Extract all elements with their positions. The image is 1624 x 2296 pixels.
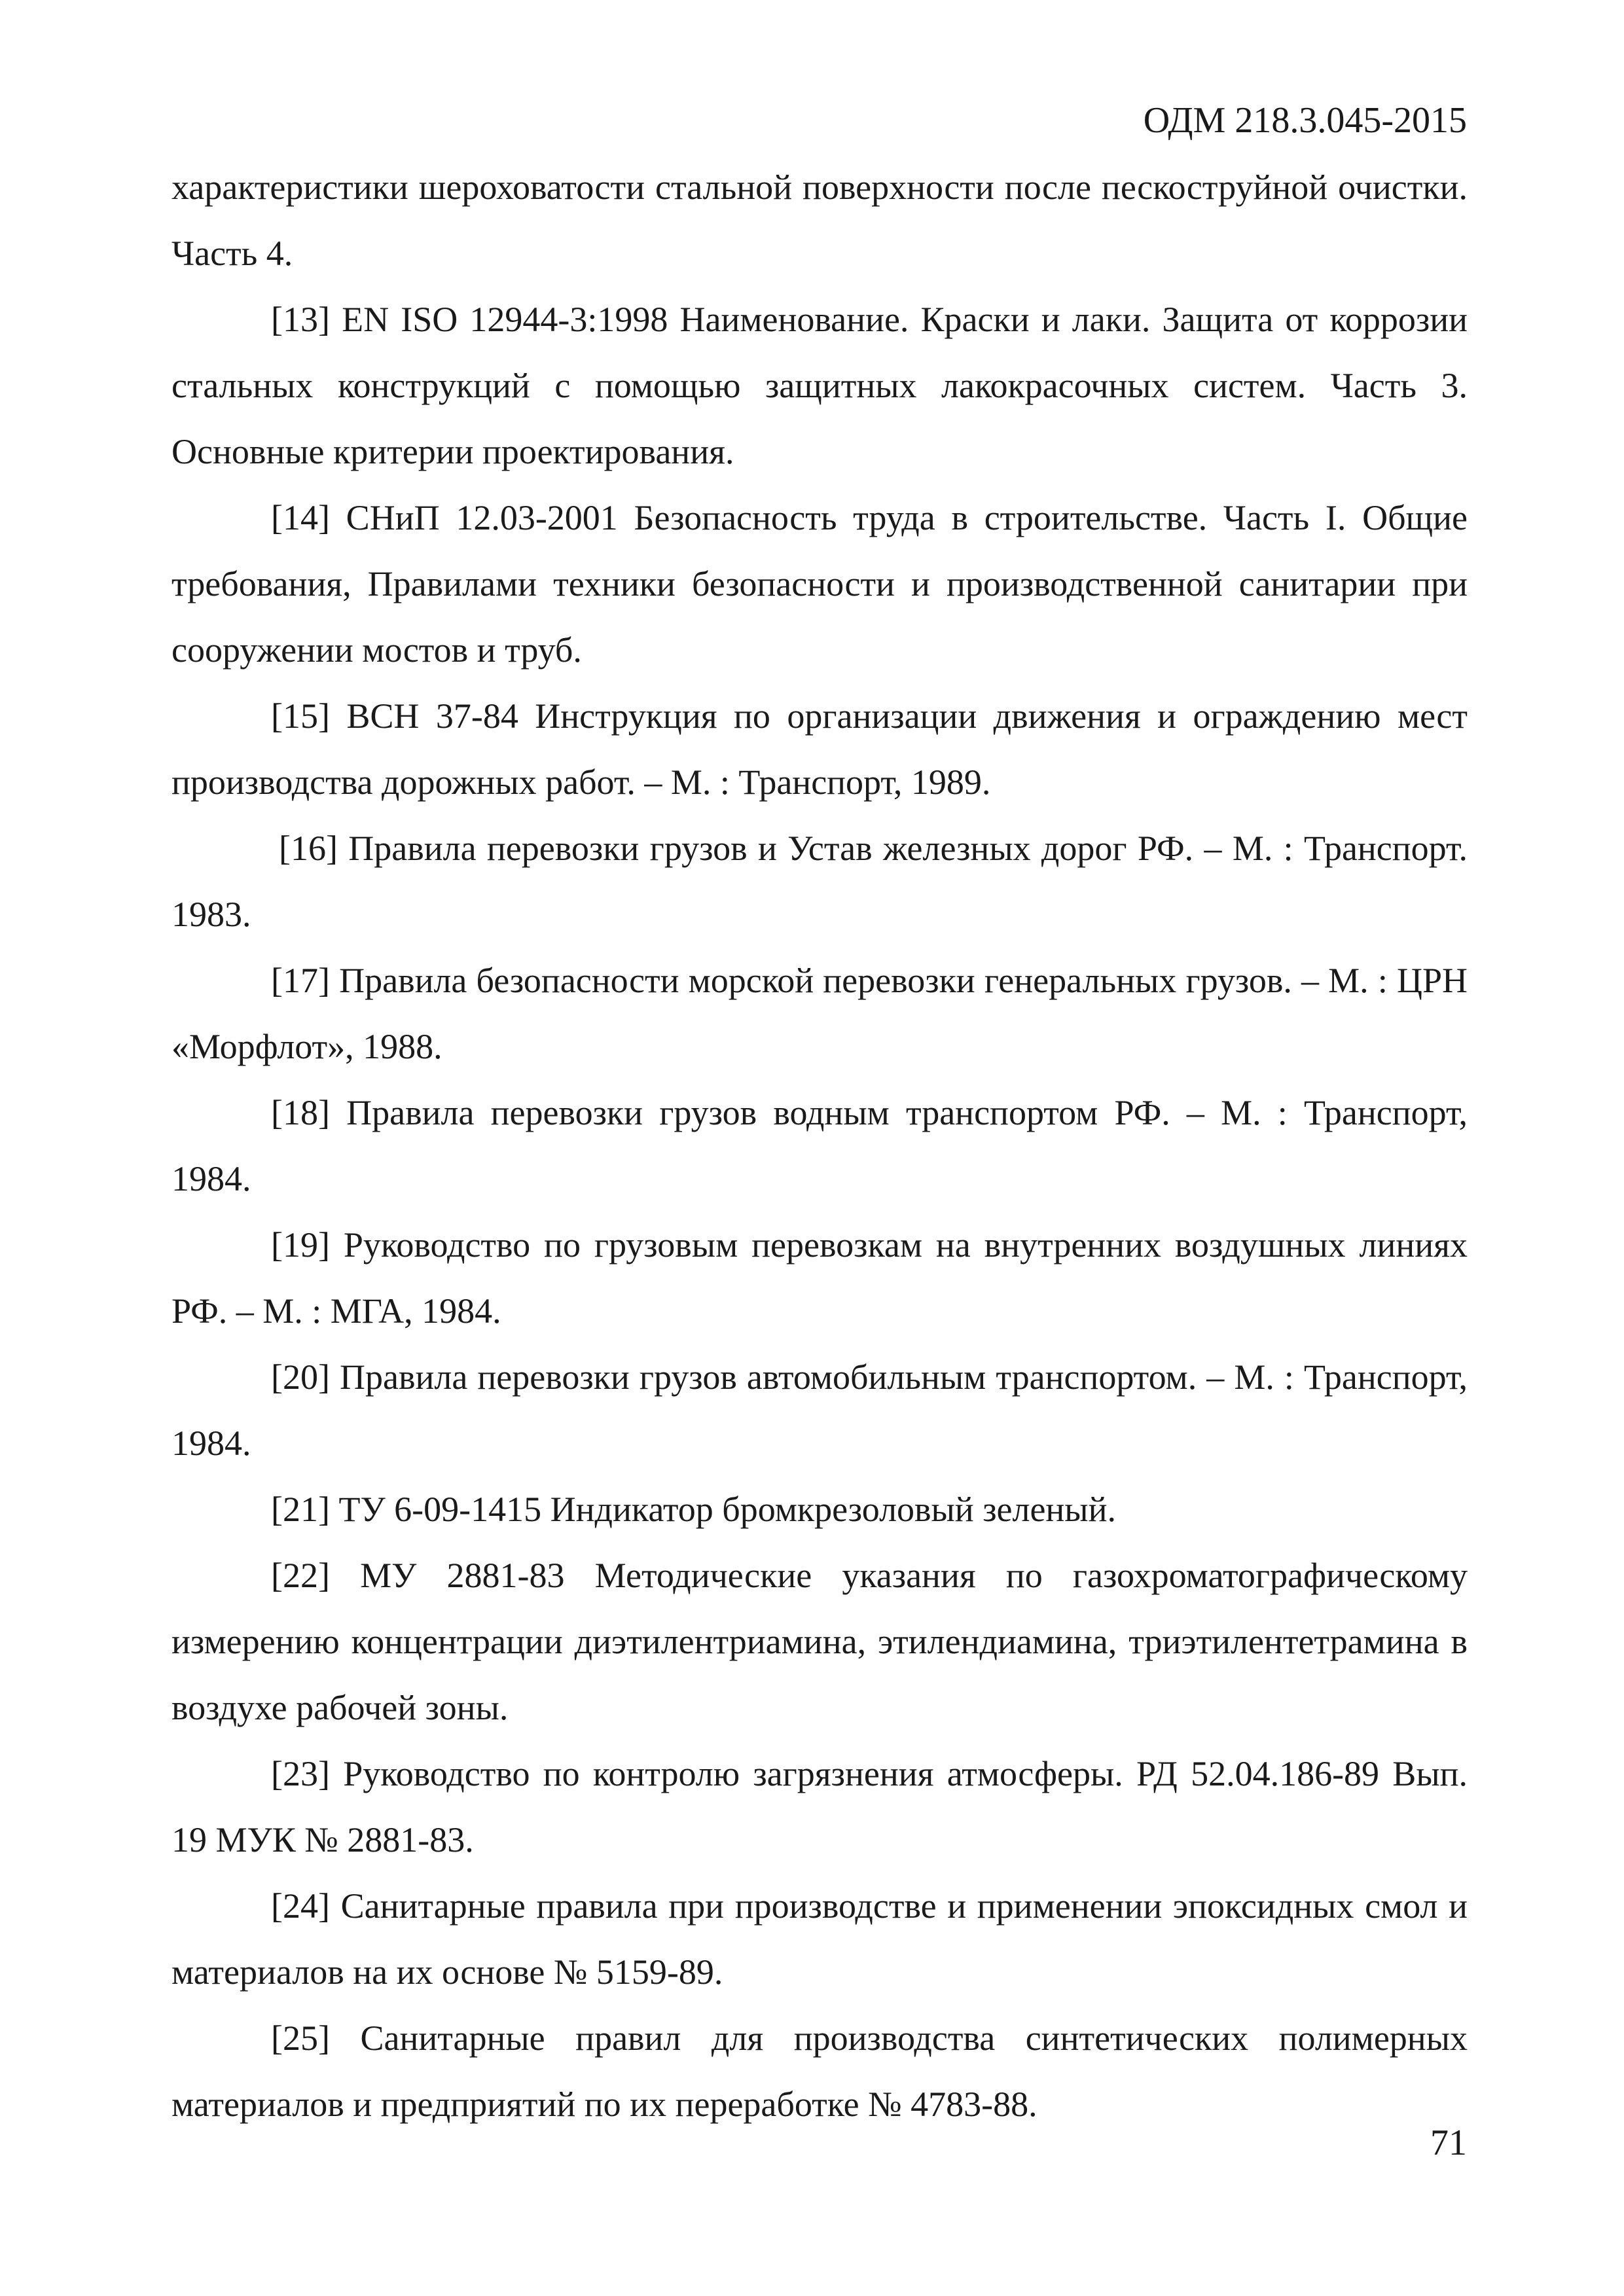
references-list	[171, 154, 1468, 2138]
reference-continuation: характеристики шероховатости стальной поверхности после пескоструйной очистки. Часть 4.	[171, 168, 1468, 273]
reference-18: [18] Правила перевозки грузов водным транспортом РФ. – М. : Транспорт, 1984.	[171, 1093, 1468, 1198]
reference-21: [21] ТУ 6-09-1415 Индикатор бромкрезоловый зеленый.	[271, 1490, 1116, 1529]
reference-16: [16] Правила перевозки грузов и Устав железных дорог РФ. – М. : Транспорт. 1983.	[171, 829, 1468, 934]
reference-24: [24] Санитарные правила при производстве и применении эпоксидных смол и материалов на их основе № 5159-89.	[171, 1886, 1468, 1992]
reference-13: [13] EN ISO 12944-3:1998 Наименование. Краски и лаки. Защита от коррозии стальных конструкций с помощью защитных лакокрасочных систем. Часть 3. Основные критерии проектирования.	[171, 300, 1468, 471]
reference-17: [17] Правила безопасности морской перевозки генеральных грузов. – М. : ЦРН «Морфлот», 1988.	[171, 961, 1468, 1066]
reference-14: [14] СНиП 12.03-2001 Безопасность труда в строительстве. Часть I. Общие требования, Правилами техники безопасности и производственной санитарии при сооружении мостов и труб.	[171, 498, 1468, 670]
reference-25: [25] Санитарные правил для производства синтетических полимерных материалов и предприятий по их переработке № 4783-88.	[171, 2018, 1468, 2124]
reference-20: [20] Правила перевозки грузов автомобильным транспортом. – М. : Транспорт, 1984.	[171, 1357, 1468, 1463]
reference-15: [15] ВСН 37-84 Инструкция по организации движения и ограждению мест производства дорожных работ. – М. : Транспорт, 1989.	[171, 696, 1468, 802]
document-code-header: ОДМ 218.3.045-2015	[1143, 100, 1467, 141]
reference-19: [19] Руководство по грузовым перевозкам на внутренних воздушных линиях РФ. – М. : МГА, 1984.	[171, 1225, 1468, 1331]
reference-23: [23] Руководство по контролю загрязнения атмосферы. РД 52.04.186-89 Вып. 19 МУК № 2881-83.	[171, 1754, 1468, 1859]
reference-22: [22] МУ 2881-83 Методические указания по газохроматографическому измерению концентрации диэтилентриамина, этилендиамина, триэтилентетрамина в воздухе рабочей зоны.	[171, 1556, 1468, 1727]
page-number: 71	[1430, 2123, 1467, 2163]
